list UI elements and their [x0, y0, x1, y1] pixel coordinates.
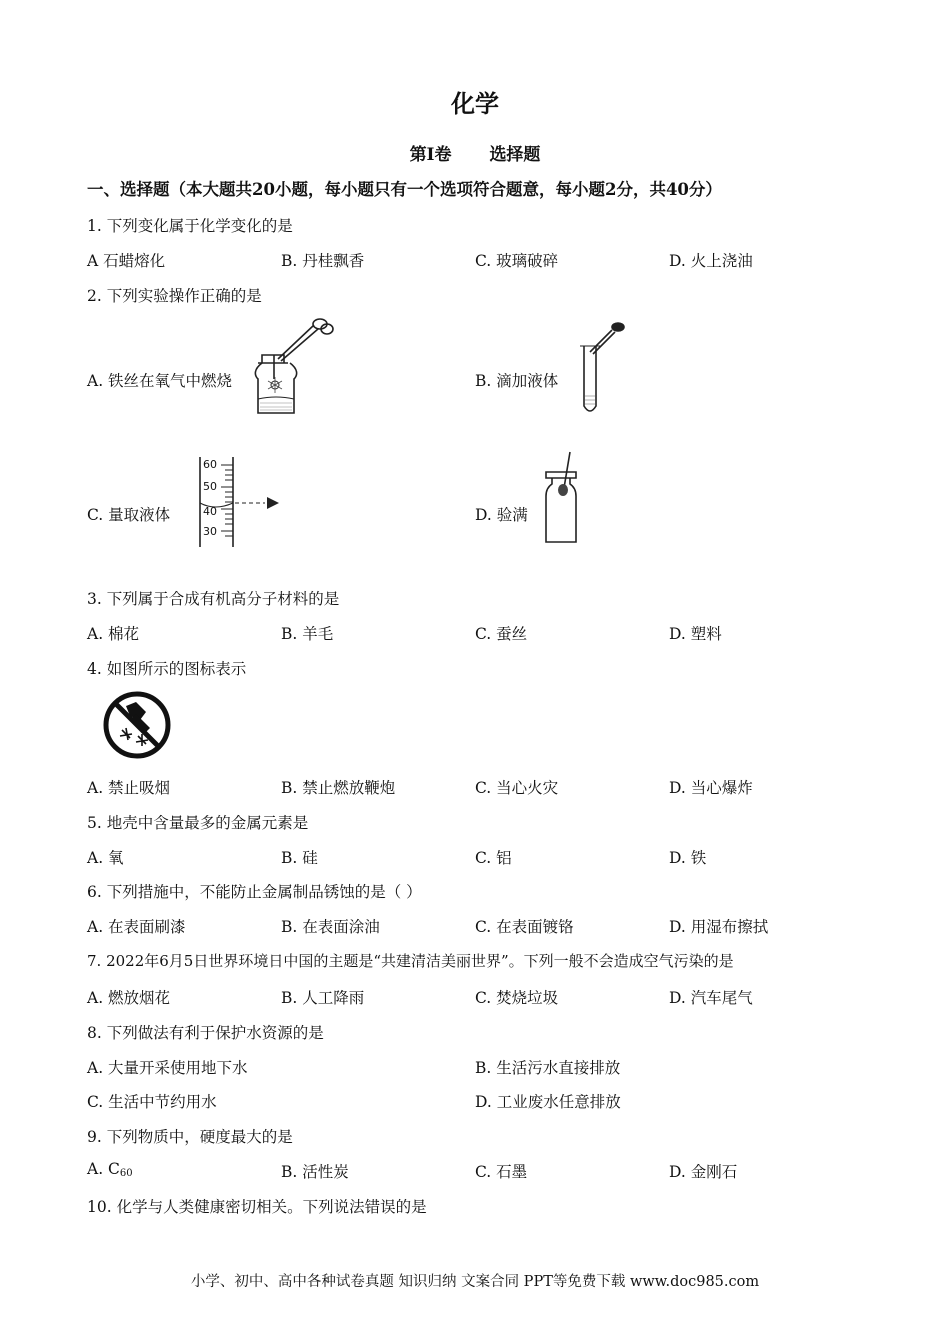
question-8-option-b: B. 生活污水直接排放 — [475, 1059, 621, 1077]
c60-subscript: 60 — [119, 1168, 133, 1179]
iron-wire-burning-figure — [248, 315, 338, 420]
question-2-option-b: B. 滴加液体 — [475, 372, 559, 390]
question-10-stem: 10. 化学与人类健康密切相关。下列说法错误的是 — [87, 1198, 427, 1216]
volume-heading — [0, 140, 950, 165]
question-6-option-b: B. 在表面涂油 — [281, 918, 380, 936]
question-1-stem: 1. 下列变化属于化学变化的是 — [87, 217, 293, 235]
question-9-option-c: C. 石墨 — [475, 1163, 528, 1181]
question-3-option-d: D. 塑料 — [669, 625, 722, 643]
question-6-option-c: C. 在表面镀铬 — [475, 918, 574, 936]
question-3-option-a: A. 棉花 — [87, 625, 140, 643]
page-footer: 小学、初中、高中各种试卷真题 知识归纳 文案合同 PPT等免费下载 www.doc985.com — [190, 1274, 760, 1290]
question-8-option-c: C. 生活中节约用水 — [87, 1093, 217, 1111]
question-6-stem: 6. 下列措施中，不能防止金属制品锈蚀的是（ ） — [87, 883, 422, 901]
question-7-option-c: C. 焚烧垃圾 — [475, 989, 559, 1007]
question-3-stem: 3. 下列属于合成有机高分子材料的是 — [87, 590, 340, 608]
gas-collection-check-figure — [540, 448, 590, 546]
page-title: 化学 — [451, 89, 499, 118]
question-2-option-a: A. 铁丝在氧气中燃烧 — [87, 372, 233, 390]
question-4-option-b: B. 禁止燃放鞭炮 — [281, 779, 396, 797]
question-1-option-a: A 石蜡熔化 — [87, 252, 166, 270]
question-2-option-c: C. 量取液体 — [87, 506, 171, 524]
question-8-stem: 8. 下列做法有利于保护水资源的是 — [87, 1024, 324, 1042]
volume-name: 选择题 — [489, 145, 541, 165]
question-1-option-d: D. 火上浇油 — [669, 252, 753, 270]
question-9-stem: 9. 下列物质中，硬度最大的是 — [87, 1128, 293, 1146]
no-fireworks-sign-icon — [102, 690, 172, 760]
question-9-option-d: D. 金刚石 — [669, 1163, 738, 1181]
question-7-option-a: A. 燃放烟花 — [87, 989, 171, 1007]
question-4-option-c: C. 当心火灾 — [475, 779, 559, 797]
question-9-option-a — [87, 1160, 133, 1179]
question-7-option-b: B. 人工降雨 — [281, 989, 365, 1007]
measuring-cylinder-figure — [195, 455, 290, 555]
question-8-option-a: A. 大量开采使用地下水 — [87, 1059, 248, 1077]
question-5-option-c: C. 铝 — [475, 849, 512, 867]
question-8-option-d: D. 工业废水任意排放 — [475, 1093, 621, 1111]
cylinder-tick-60: 60 — [203, 458, 217, 471]
question-2-option-d: D. 验满 — [475, 506, 528, 524]
dropper-test-tube-figure — [570, 318, 640, 418]
question-3-option-b: B. 羊毛 — [281, 625, 334, 643]
question-4-option-d: D. 当心爆炸 — [669, 779, 753, 797]
question-7-stem: 7. 2022年6月5日世界环境日中国的主题是“共建清洁美丽世界”。下列一般不会造成空气污染的是 — [87, 952, 734, 970]
question-4-stem: 4. 如图所示的图标表示 — [87, 660, 247, 678]
question-6-option-d: D. 用湿布擦拭 — [669, 918, 769, 936]
question-9-option-b: B. 活性炭 — [281, 1163, 349, 1181]
cylinder-tick-50: 50 — [203, 480, 217, 493]
question-1-option-b: B. 丹桂飘香 — [281, 252, 365, 270]
question-7-option-d: D. 汽车尾气 — [669, 989, 753, 1007]
question-9-option-a-text: A. C — [87, 1160, 120, 1178]
question-5-option-b: B. 硅 — [281, 849, 318, 867]
question-5-stem: 5. 地壳中含量最多的金属元素是 — [87, 814, 309, 832]
question-1-option-c: C. 玻璃破碎 — [475, 252, 559, 270]
question-6-option-a: A. 在表面刷漆 — [87, 918, 186, 936]
section-heading: 一、选择题（本大题共20小题，每小题只有一个选项符合题意，每小题2分，共40分） — [87, 180, 722, 199]
question-5-option-a: A. 氧 — [87, 849, 124, 867]
question-5-option-d: D. 铁 — [669, 849, 707, 867]
question-4-option-a: A. 禁止吸烟 — [87, 779, 171, 797]
question-3-option-c: C. 蚕丝 — [475, 625, 528, 643]
cylinder-tick-40: 40 — [203, 505, 217, 518]
cylinder-tick-30: 30 — [203, 525, 217, 538]
volume-part: 第Ⅰ卷 — [409, 145, 452, 165]
question-2-stem: 2. 下列实验操作正确的是 — [87, 287, 262, 305]
